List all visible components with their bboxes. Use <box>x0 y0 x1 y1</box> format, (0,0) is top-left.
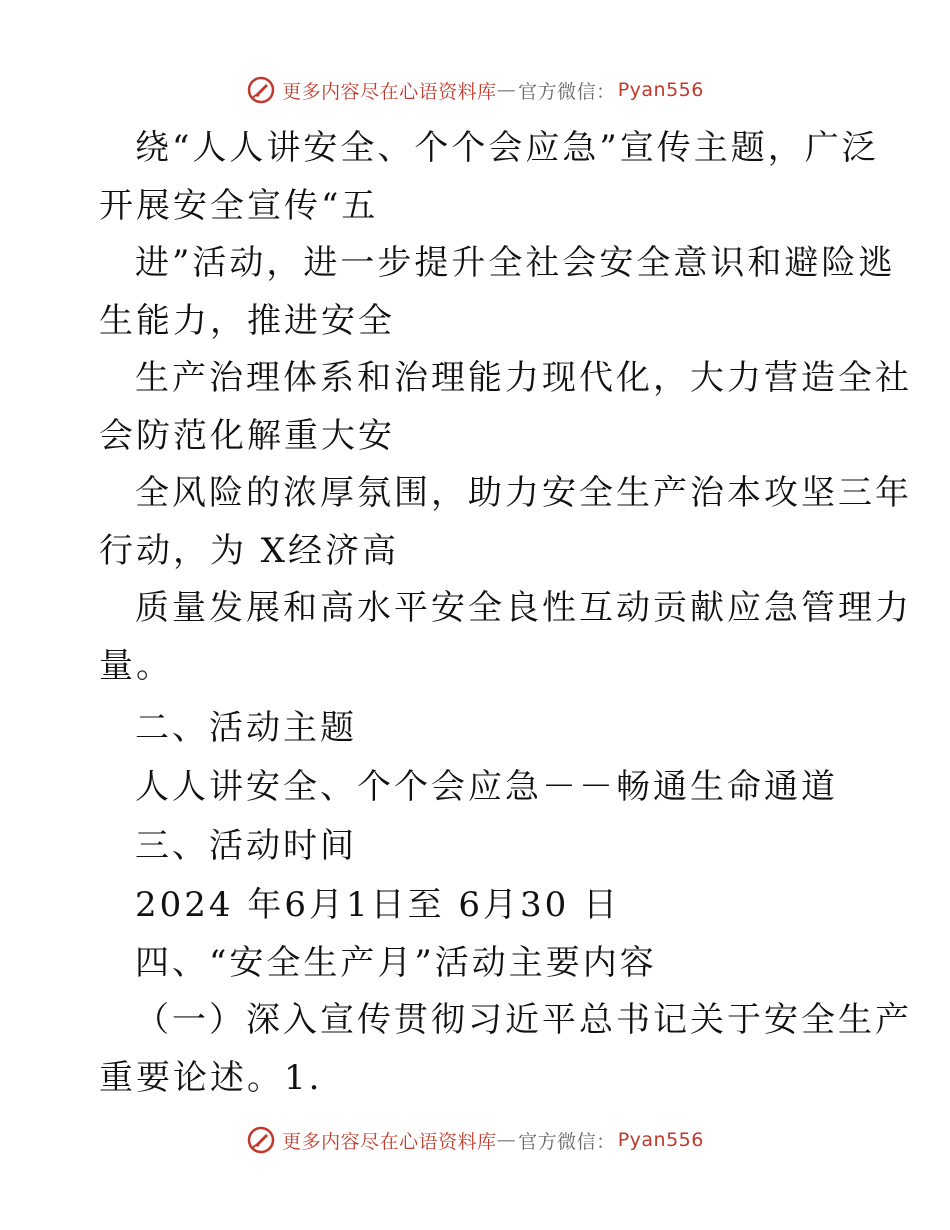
text-line: 绕“人人讲安全、个个会应急”宣传主题，广泛 <box>135 128 879 168</box>
section-heading: 四、“安全生产月”活动主要内容 <box>135 943 657 983</box>
text-line: 全风险的浓厚氛围，助力安全生产治本攻坚三年 <box>135 473 912 513</box>
text-line: 质量发展和高水平安全良性互动贡献应急管理力 <box>135 588 912 628</box>
watermark-id: Pyan556 <box>617 79 704 101</box>
watermark-footer <box>0 1120 950 1160</box>
watermark-main-text: 更多内容尽在心语资料库 <box>282 1130 497 1153</box>
watermark-label: 官方微信： <box>518 80 616 103</box>
text-line: （一）深入宣传贯彻习近平总书记关于安全生产 <box>135 1000 912 1040</box>
text-line: 会防范化解重大安 <box>99 416 395 456</box>
watermark-main-text: 更多内容尽在心语资料库 <box>282 80 497 103</box>
watermark-header <box>0 70 950 110</box>
watermark-id: Pyan556 <box>617 1129 704 1151</box>
text-line: 生产治理体系和治理能力现代化，大力营造全社 <box>135 358 912 398</box>
section-heading: 三、活动时间 <box>135 826 357 866</box>
watermark-dash: — <box>496 79 517 101</box>
text-line: 进”活动，进一步提升全社会安全意识和避险逃 <box>135 243 896 283</box>
watermark-dash: — <box>496 1129 517 1151</box>
text-line: 生能力，推进安全 <box>99 301 395 341</box>
text-line: 2024 年6月1日至 6月30 日 <box>135 885 621 925</box>
watermark-label: 官方微信： <box>518 1130 616 1153</box>
text-line: 开展安全宣传“五 <box>99 186 379 226</box>
text-line: 量。 <box>99 646 173 686</box>
text-line: 行动，为 X经济高 <box>99 531 400 571</box>
text-line: 人人讲安全、个个会应急－－畅通生命通道 <box>135 767 838 807</box>
section-heading: 二、活动主题 <box>135 708 357 748</box>
signature-pen-logo-icon <box>246 1125 276 1155</box>
text-line: 重要论述。1. <box>99 1058 323 1098</box>
signature-pen-logo-icon <box>246 75 276 105</box>
